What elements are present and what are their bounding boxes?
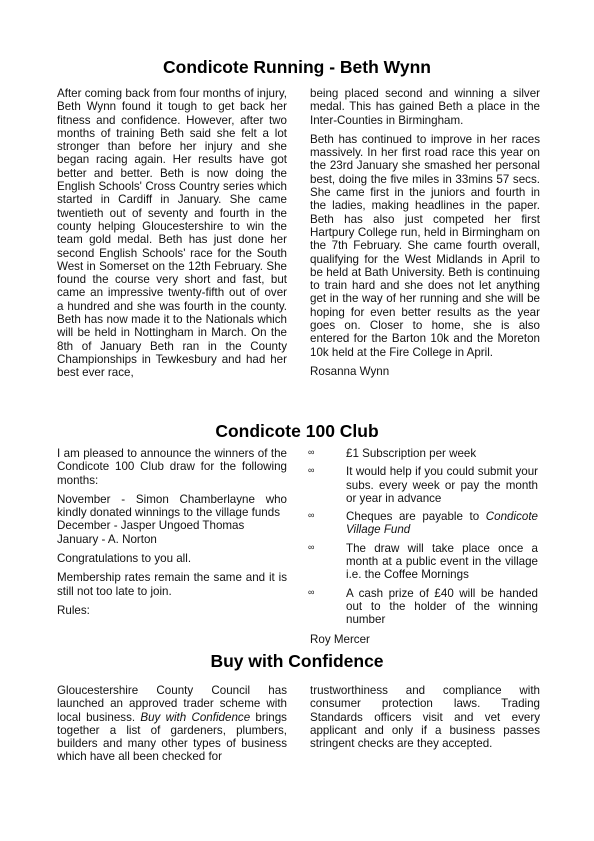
infinity-bullet-icon: ∞ bbox=[308, 541, 315, 552]
infinity-bullet-icon: ∞ bbox=[308, 586, 315, 597]
confidence-paragraph-left bbox=[57, 684, 287, 764]
club-rule-text: £1 Subscription per week bbox=[346, 447, 477, 460]
infinity-bullet-icon: ∞ bbox=[308, 447, 315, 457]
club-left-column bbox=[57, 447, 287, 617]
club-fund-name: Condicote Village Fund bbox=[346, 510, 538, 537]
club-rule-text: The draw will take place once a month at a public event in the village i.e. the Coffee Mornings bbox=[346, 541, 538, 582]
infinity-bullet-icon: ∞ bbox=[308, 510, 315, 521]
club-rule-item bbox=[308, 586, 538, 627]
confidence-scheme-name: Buy with Confidence bbox=[140, 710, 251, 724]
club-rule-text: Cheques are payable to bbox=[346, 510, 486, 524]
running-paragraph-2: being placed second and winning a silver medal. This has gained Beth a place in the Inter-Counties in Birmingham. bbox=[310, 87, 540, 127]
club-winner-november: November - Simon Chamberlayne who kindly donated winnings to the village funds bbox=[57, 492, 287, 520]
running-author: Rosanna Wynn bbox=[310, 364, 390, 378]
club-rule-item bbox=[308, 447, 538, 460]
article-title-100-club: Condicote 100 Club bbox=[215, 421, 379, 441]
club-author: Roy Mercer bbox=[310, 632, 370, 646]
club-rule-item bbox=[308, 510, 538, 537]
club-winner-january: January - A. Norton bbox=[57, 532, 157, 546]
confidence-text-a: Gloucestershire County Council has launched an approved trader scheme with local business. bbox=[57, 684, 287, 724]
club-rule-item bbox=[308, 465, 538, 505]
running-paragraph-3: Beth has continued to improve in her races massively. In her first road race this year on the 23rd January she smashed her personal best, doing the five miles in 33mins 57 secs. She came first in the juniors and fourth in the ladies, making headlines in the paper. Beth has also just competed her first Hartpury College run, held in Birmingham on the 7th February. She came fourth overall, qualifying for the West Midlands in April to be held at Bath University. Beth is continuing to train hard and she does not let anything get in the way of her running and she will be hoping for even better results as the year goes on. Closer to home, she is also entered for the Barton 10k and the Moreton 10k held at the Fire College in April. bbox=[310, 132, 540, 359]
confidence-right-column bbox=[310, 684, 540, 750]
club-rules-label: Rules: bbox=[57, 603, 90, 617]
club-rule-item bbox=[308, 541, 538, 582]
running-left-column bbox=[57, 87, 287, 380]
club-congratulations: Congratulations to you all. bbox=[57, 552, 192, 566]
confidence-paragraph-right: trustworthiness and compliance with consumer protection laws. Trading Standards officers visit and vet every applicant and only if a business passes stringent checks are they accepted. bbox=[310, 684, 540, 751]
article-title-running: Condicote Running - Beth Wynn bbox=[163, 57, 431, 77]
club-intro: I am pleased to announce the winners of the Condicote 100 Club draw for the following months: bbox=[57, 447, 287, 487]
confidence-text-b: brings together a list of gardeners, plumbers, builders and many other types of business which have all been checked for bbox=[57, 710, 287, 764]
club-winner-december: December - Jasper Ungoed Thomas bbox=[57, 519, 245, 533]
club-rule-text: A cash prize of £40 will be handed out to the holder of the winning number bbox=[346, 586, 538, 627]
article-title-buy-with-confidence: Buy with Confidence bbox=[210, 651, 384, 671]
infinity-bullet-icon: ∞ bbox=[308, 465, 315, 476]
club-right-column bbox=[308, 447, 538, 646]
confidence-left-column bbox=[57, 684, 287, 764]
club-rule-text: It would help if you could submit your subs. every week or pay the month or year in advance bbox=[346, 465, 538, 505]
club-membership: Membership rates remain the same and it is still not too late to join. bbox=[57, 571, 287, 598]
running-right-column bbox=[310, 87, 540, 378]
club-rules-list bbox=[308, 447, 538, 627]
running-paragraph-1: After coming back from four months of injury, Beth Wynn found it tough to get back her fitness and confidence. However, after two months of training Beth said she felt a lot stronger than before her injury and she began racing again. Her results have got better and better. Beth is now doing the English Schools' Cross Country series which started in Cardiff in January. She came twentieth out of seventy and fourth in the county helping Gloucestershire to win the team gold medal. Beth has just done her second English Schools' race for the South West in Somerset on the 12th February. She found the course very short and fast, but came an impressive twenty-fifth out of over a hundred and she was fourth in the county. Beth has now made it to the Nationals which will be held in Nottingham in March. On the 8th of January Beth ran in the County Championships in Tewkesbury and had her best ever race, bbox=[57, 87, 287, 380]
